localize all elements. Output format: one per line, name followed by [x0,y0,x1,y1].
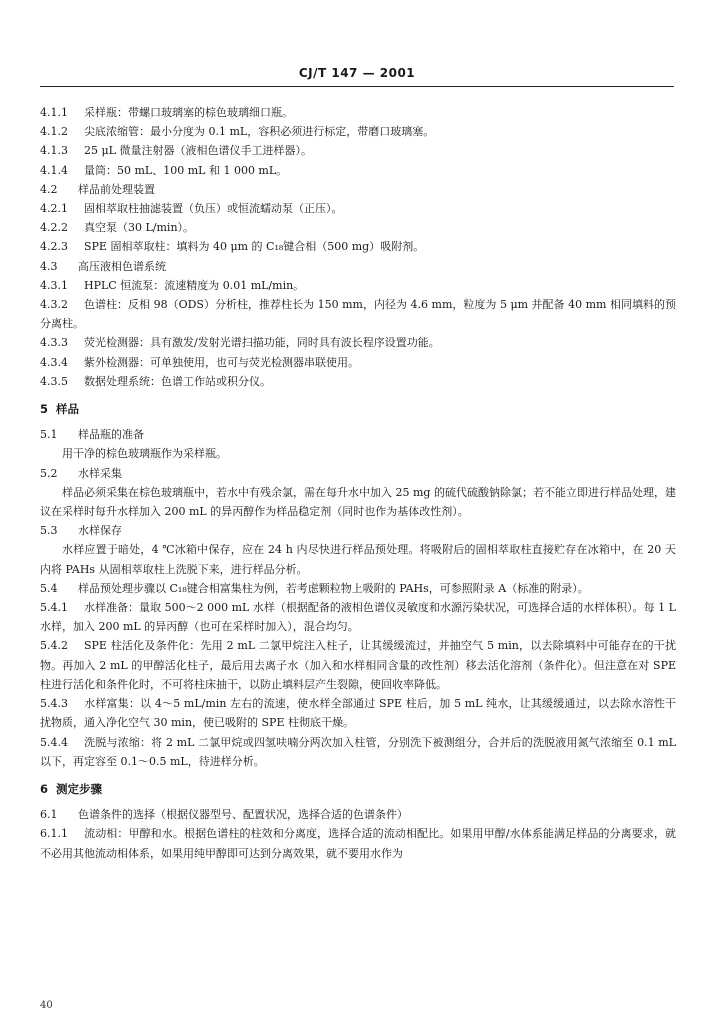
clause-number: 6.1 [40,808,58,822]
section-heading [40,400,676,419]
clause-text: 水样采集 [78,466,122,480]
clause-item [40,333,676,352]
clause-text: 水样富集：以 4～5 mL/min 左右的流速，使水样全部通过 SPE 柱后，加 5 mL 纯水，让其缓缓通过，以去除水溶性干扰物质，通入净化空气 30 min，使已吸附的 SPE 柱彻底干燥。 [40,697,676,730]
body-paragraph: 样品必须采集在棕色玻璃瓶中，若水中有残余氯，需在每升水中加入 25 mg 的硫代硫酸钠除氯；若不能立即进行样品处理，建议在采样时每升水样加入 200 mL 的异丙醇作为样品稳定剂（同时也作为基体改性剂）。 [40,485,676,519]
clause-text: 样品预处理步骤以 C₁₈键合相富集柱为例，若考虑颗粒物上吸附的 PAHs，可参照附录 A（标准的附录）。 [78,581,589,595]
clause-number: 5.2 [40,466,58,480]
clause-item [40,122,676,141]
clause-number: 4.2.2 [40,221,68,235]
body-paragraph: 水样应置于暗处，4 ℃冰箱中保存，应在 24 h 内尽快进行样品预处理。将吸附后的固相萃取柱直接贮存在冰箱中，在 20 天内将 PAHs 从固相萃取柱上洗脱下来，进行样品分析。 [40,543,676,576]
clause-number: 4.2 [40,182,58,196]
clause-item [40,425,676,444]
clause-text: 高压液相色谱系统 [78,259,166,273]
clause-text: 固相萃取柱抽滤装置（负压）或恒流蠕动泵（正压）。 [84,202,343,216]
clause-number: 4.3.5 [40,374,68,388]
clause-number: 5.4.4 [40,735,68,749]
clause-number: 4.3.2 [40,298,68,312]
section-heading [40,780,676,799]
clause-text: 数据处理系统：色谱工作站或积分仪。 [84,374,271,388]
clause-item [40,353,676,372]
clause-item [40,521,676,540]
clause-number: 4.3.4 [40,355,68,369]
clause-item [40,103,676,122]
clause-number: 4.3.3 [40,336,68,350]
clause-number: 5.4.3 [40,697,68,711]
clause-text: 洗脱与浓缩：将 2 mL 二氯甲烷或四氢呋喃分两次加入柱管，分别洗下被测组分，合并后的洗脱液用氮气浓缩至 0.1 mL 以下，再定容至 0.1～0.5 mL，待进样分析。 [40,735,676,768]
clause-number: 4.2.1 [40,202,68,216]
section-title: 样品 [56,402,79,417]
document-body [40,103,676,863]
clause-number: 5.1 [40,428,58,442]
clause-item [40,295,676,333]
clause-item [40,733,676,771]
section-number: 6 [40,781,49,796]
body-paragraph: 用干净的棕色玻璃瓶作为采样瓶。 [62,447,227,461]
clause-number: 4.3 [40,259,58,273]
clause-item [40,257,676,276]
clause-number: 5.4.2 [40,639,68,653]
clause-number: 4.1.1 [40,106,68,119]
clause-number: 5.3 [40,524,58,538]
clause-item [40,180,676,199]
clause-text: 采样瓶：带螺口玻璃塞的棕色玻璃细口瓶。 [84,106,293,119]
section-title: 测定步骤 [56,781,102,796]
clause-number: 4.3.1 [40,278,68,292]
clause-item [40,161,676,180]
clause-item [40,694,676,732]
clause-text: HPLC 恒流泵：流速精度为 0.01 mL/min。 [84,278,305,292]
clause-text: 水样准备：量取 500～2 000 mL 水样（根据配备的液相色谱仪灵敏度和水源污染状况，可选择合适的水样体积）。每 1 L 水样，加入 200 mL 的异丙醇（也可在采样时加入），混合均匀。 [40,601,676,634]
clause-item [40,464,676,483]
clause-item [40,579,676,598]
clause-item [40,141,676,160]
section-number: 5 [40,402,49,417]
clause-text: 色谱柱：反相 98（ODS）分析柱，推荐柱长为 150 mm，内径为 4.6 mm，粒度为 5 μm 并配备 40 mm 相同填料的预分离柱。 [40,298,676,331]
clause-text: 色谱条件的选择（根据仪器型号、配置状况，选择合适的色谱条件） [78,808,408,822]
document-header-code: CJ/T 147 — 2001 [298,66,416,80]
clause-number: 6.1.1 [40,827,68,841]
clause-text: 25 μL 微量注射器（液相色谱仪手工进样器）。 [84,144,312,158]
clause-item [40,636,676,694]
clause-text: SPE 固相萃取柱：填料为 40 μm 的 C₁₈键合相（500 mg）吸附剂。 [84,240,425,254]
clause-text: 荧光检测器：具有激发/发射光谱扫描功能，同时具有波长程序设置功能。 [84,336,440,350]
clause-text: 真空泵（30 L/min）。 [84,221,195,235]
clause-item [40,218,676,237]
clause-item [40,805,676,824]
clause-text: 尖底浓缩管：最小分度为 0.1 mL，容积必须进行标定，带磨口玻璃塞。 [84,125,435,139]
clause-text: 样品瓶的准备 [78,428,144,442]
clause-number: 5.4.1 [40,601,68,615]
clause-item [40,372,676,391]
header-rule [40,86,674,87]
clause-text: SPE 柱活化及条件化：先用 2 mL 二氯甲烷注入柱子，让其缓缓流过，并抽空气 5 min，以去除填料中可能存在的干扰物。再加入 2 mL 的甲醇活化柱子，最后用去离子水（加入和水样相同含量的改性剂）移去活化溶剂（条件化）。但注意在对 SPE 柱进行活化和条件化时，不可将柱床抽干，以防止填料层产生裂隙，使回收率降低。 [40,639,676,691]
clause-number: 4.2.3 [40,240,68,254]
clause-item [40,598,676,636]
page-number: 40 [40,1000,53,1011]
clause-item [40,276,676,295]
clause-text: 样品前处理装置 [78,182,155,196]
clause-item [40,824,676,862]
clause-number: 5.4 [40,581,58,595]
clause-number: 4.1.2 [40,125,68,139]
clause-text: 流动相：甲醇和水。根据色谱柱的柱效和分离度，选择合适的流动相配比。如果用甲醇/水体系能满足样品的分离要求，就不必用其他流动相体系，如果用纯甲醇即可达到分离效果，就不要用水作为 [40,827,676,860]
clause-number: 4.1.4 [40,163,68,177]
clause-item [40,199,676,218]
clause-number: 4.1.3 [40,144,68,158]
clause-text: 水样保存 [78,524,122,538]
clause-item [40,237,676,256]
clause-text: 量筒：50 mL、100 mL 和 1 000 mL。 [84,163,288,177]
clause-text: 紫外检测器：可单独使用，也可与荧光检测器串联使用。 [84,355,359,369]
